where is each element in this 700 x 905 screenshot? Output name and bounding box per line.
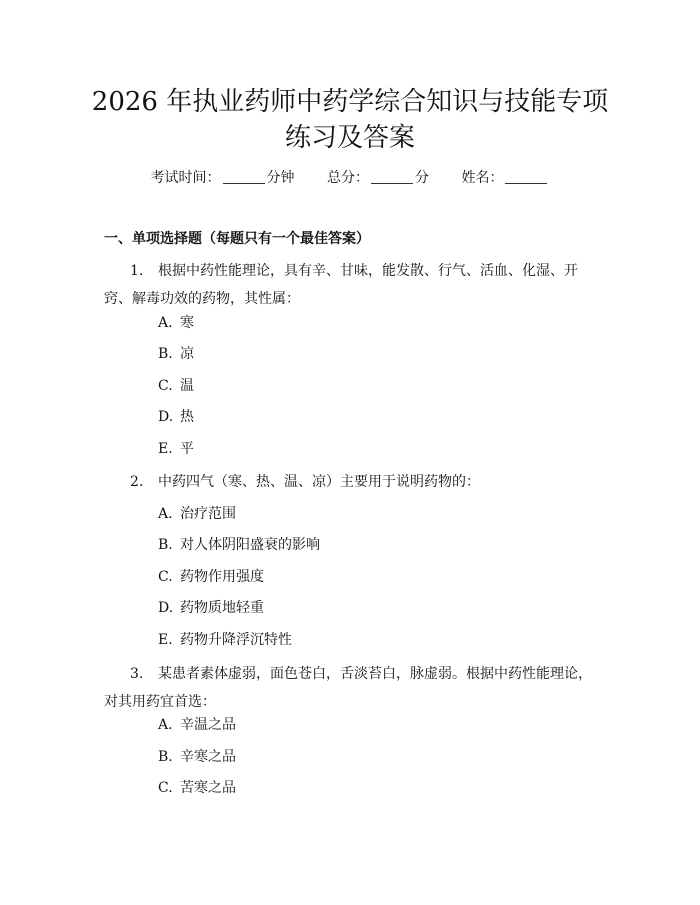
exam-time-unit: 分钟 — [266, 170, 295, 186]
option-text: 辛寒之品 — [180, 749, 236, 765]
question-text: 某患者素体虚弱，面色苍白，舌淡苔白，脉虚弱。根据中药性能理论，对其用药宜首选： — [104, 666, 592, 710]
exam-time — [151, 168, 295, 188]
option-letter: C. — [158, 378, 173, 394]
option-letter: A. — [158, 315, 173, 331]
question-text: 根据中药性能理论，具有辛、甘味，能发散、行气、活血、化湿、开窍、解毒功效的药物，其性属： — [104, 263, 578, 307]
option-1e — [158, 439, 194, 459]
option-text: 寒 — [180, 315, 194, 331]
total-score — [327, 168, 429, 188]
option-text: 温 — [180, 378, 194, 394]
student-name-blank — [505, 169, 547, 184]
question-1 — [104, 257, 604, 313]
question-number: 1. — [130, 263, 144, 279]
question-number: 2. — [130, 474, 144, 490]
option-text: 药物作用强度 — [180, 569, 264, 585]
exam-time-blank — [223, 169, 265, 184]
option-letter: B. — [158, 749, 173, 765]
option-letter: B. — [158, 346, 173, 362]
option-1a — [158, 313, 194, 333]
option-letter: E. — [158, 441, 173, 457]
option-letter: A. — [158, 717, 173, 733]
option-3c — [158, 778, 236, 798]
option-text: 凉 — [180, 346, 194, 362]
section-heading: 一、单项选择题（每题只有一个最佳答案） — [104, 231, 370, 247]
option-text: 辛温之品 — [180, 717, 236, 733]
document-title-line-2: 练习及答案 — [284, 123, 415, 153]
option-2e — [158, 630, 292, 650]
option-2b — [158, 535, 320, 555]
question-number: 3. — [130, 666, 144, 682]
question-3 — [104, 660, 604, 716]
option-1c — [158, 376, 194, 396]
student-name-label: 姓名： — [461, 170, 504, 186]
question-text: 中药四气（寒、热、温、凉）主要用于说明药物的： — [158, 474, 480, 490]
option-letter: A. — [158, 506, 173, 522]
option-3a — [158, 715, 236, 735]
student-name — [461, 168, 549, 188]
option-letter: B. — [158, 537, 173, 553]
option-letter: C. — [158, 780, 173, 796]
option-text: 平 — [180, 441, 194, 457]
total-score-label: 总分： — [327, 170, 369, 186]
exam-info — [0, 168, 700, 188]
option-2d — [158, 598, 264, 618]
option-text: 药物升降浮沉特性 — [180, 632, 292, 648]
option-1b — [158, 344, 194, 364]
option-2c — [158, 567, 264, 587]
option-letter: D. — [158, 409, 174, 425]
option-text: 药物质地轻重 — [180, 600, 264, 616]
total-score-unit: 分 — [415, 170, 429, 186]
option-text: 苦寒之品 — [180, 780, 236, 796]
option-2a — [158, 504, 236, 524]
option-1d — [158, 407, 194, 427]
option-letter: C. — [158, 569, 173, 585]
option-text: 治疗范围 — [180, 506, 236, 522]
option-3b — [158, 747, 236, 767]
option-text: 热 — [180, 409, 194, 425]
document-title-line-1: 2026 年执业药师中药学综合知识与技能专项 — [91, 87, 609, 117]
option-text: 对人体阴阳盛衰的影响 — [180, 537, 320, 553]
option-letter: E. — [158, 632, 173, 648]
exam-time-label: 考试时间： — [150, 170, 221, 186]
question-2 — [104, 468, 604, 496]
option-letter: D. — [158, 600, 174, 616]
total-score-blank — [371, 169, 413, 184]
